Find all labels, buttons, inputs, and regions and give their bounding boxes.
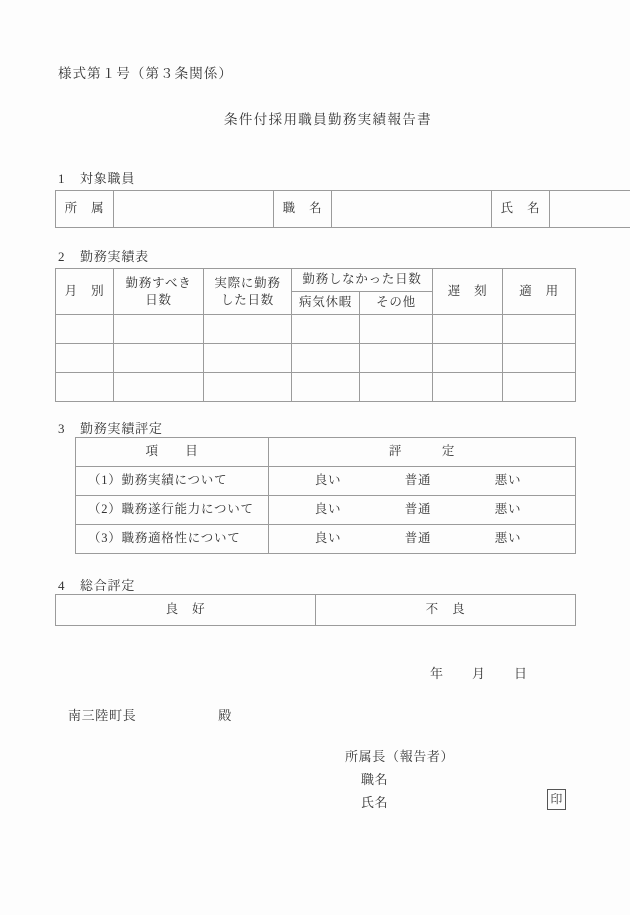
section-number-4: 4: [58, 578, 66, 593]
reporter-position-label: 職名: [361, 771, 389, 787]
eval-rating-cell-3: [269, 525, 576, 554]
overall-option-good[interactable]: 良 好: [56, 595, 316, 626]
cell-remarks[interactable]: [503, 315, 576, 344]
col-header-absence-group: 勤務しなかった日数: [292, 269, 433, 292]
col-header-should-work: [114, 269, 204, 315]
rating-option-good[interactable]: 良い: [314, 473, 342, 488]
table-row: [76, 496, 576, 525]
evaluation-table: [75, 437, 576, 554]
col-header-rating: 評 定: [269, 438, 576, 467]
addressee-line: [68, 705, 232, 724]
cell-absence-sick[interactable]: [292, 344, 360, 373]
rating-option-poor[interactable]: 悪い: [494, 473, 522, 488]
cell-late[interactable]: [433, 315, 503, 344]
section-heading-subject: [58, 168, 135, 187]
cell-absence-sick[interactable]: [292, 373, 360, 402]
subject-employee-table: [55, 190, 630, 228]
overall-option-poor[interactable]: 不 良: [316, 595, 576, 626]
col-header-absence-other: その他: [360, 292, 433, 315]
date-year-label: 年: [430, 666, 444, 681]
section-number-3: 3: [58, 421, 66, 436]
should-work-line2: 日数: [145, 292, 172, 307]
should-work-line1: 勤務すべき: [125, 275, 192, 290]
table-row: [76, 467, 576, 496]
attendance-record-table: [55, 268, 576, 402]
table-row: [56, 191, 630, 228]
date-month-label: 月: [472, 666, 486, 681]
col-header-item: 項 目: [76, 438, 269, 467]
reporter-name-label: 氏名: [361, 794, 389, 810]
section-number-1: 1: [58, 171, 66, 186]
value-affiliation[interactable]: [114, 191, 274, 228]
cell-month[interactable]: [56, 344, 114, 373]
actual-work-line2: した日数: [220, 292, 274, 307]
col-header-absence-sick: 病気休暇: [292, 292, 360, 315]
rating-option-good[interactable]: 良い: [314, 531, 342, 546]
eval-rating-cell-1: [269, 467, 576, 496]
value-position[interactable]: [332, 191, 492, 228]
col-header-actual-work: [204, 269, 292, 315]
cell-late[interactable]: [433, 373, 503, 402]
cell-month[interactable]: [56, 315, 114, 344]
rating-option-poor[interactable]: 悪い: [494, 531, 522, 546]
cell-actual-work[interactable]: [204, 344, 292, 373]
table-row: [56, 315, 576, 344]
date-day-label: 日: [514, 666, 528, 681]
cell-actual-work[interactable]: [204, 373, 292, 402]
cell-absence-other[interactable]: [360, 315, 433, 344]
cell-actual-work[interactable]: [204, 315, 292, 344]
section-heading-attendance: [58, 246, 149, 265]
rating-option-good[interactable]: 良い: [314, 502, 342, 517]
cell-absence-other[interactable]: [360, 373, 433, 402]
cell-remarks[interactable]: [503, 344, 576, 373]
label-affiliation: 所 属: [56, 191, 114, 228]
rating-option-poor[interactable]: 悪い: [494, 502, 522, 517]
table-header-row-top: [56, 269, 576, 292]
eval-item-label-2: （2）職務遂行能力について: [76, 496, 269, 525]
table-row: [56, 595, 576, 626]
label-name: 氏 名: [492, 191, 550, 228]
date-line: [430, 663, 556, 682]
cell-should-work[interactable]: [114, 344, 204, 373]
table-row: [56, 373, 576, 402]
section-title-1: 対象職員: [80, 171, 136, 186]
eval-item-label-3: （3）職務適格性について: [76, 525, 269, 554]
rating-option-average[interactable]: 普通: [404, 531, 432, 546]
cell-month[interactable]: [56, 373, 114, 402]
cell-remarks[interactable]: [503, 373, 576, 402]
rating-option-average[interactable]: 普通: [404, 502, 432, 517]
section-heading-overall: [58, 575, 135, 594]
section-heading-evaluation: [58, 418, 163, 437]
section-number-2: 2: [58, 249, 66, 264]
section-title-4: 総合評定: [80, 578, 136, 593]
value-name[interactable]: [550, 191, 630, 228]
table-row: [76, 525, 576, 554]
reporter-name-line: [345, 792, 566, 815]
reporter-block: [345, 746, 566, 814]
form-code: 様式第１号（第３条関係）: [58, 66, 233, 81]
cell-late[interactable]: [433, 344, 503, 373]
document-title: 条件付採用職員勤務実績報告書: [224, 112, 432, 127]
actual-work-line1: 実際に勤務: [214, 275, 281, 290]
cell-absence-other[interactable]: [360, 344, 433, 373]
eval-rating-cell-2: [269, 496, 576, 525]
rating-option-average[interactable]: 普通: [404, 473, 432, 488]
addressee-name: 南三陸町長: [68, 708, 137, 723]
col-header-month: 月 別: [56, 269, 114, 315]
section-title-2: 勤務実績表: [80, 249, 149, 264]
table-header-row: [76, 438, 576, 467]
overall-evaluation-table: [55, 594, 576, 626]
addressee-honorific: 殿: [218, 708, 232, 723]
eval-item-label-1: （1）勤務実績について: [76, 467, 269, 496]
table-row: [56, 344, 576, 373]
cell-absence-sick[interactable]: [292, 315, 360, 344]
col-header-late: 遅 刻: [433, 269, 503, 315]
cell-should-work[interactable]: [114, 373, 204, 402]
section-title-3: 勤務実績評定: [80, 421, 163, 436]
cell-should-work[interactable]: [114, 315, 204, 344]
reporter-title: 所属長（報告者）: [345, 749, 455, 764]
label-position: 職 名: [274, 191, 332, 228]
col-header-remarks: 適 用: [503, 269, 576, 315]
seal-stamp-box[interactable]: 印: [547, 789, 566, 810]
